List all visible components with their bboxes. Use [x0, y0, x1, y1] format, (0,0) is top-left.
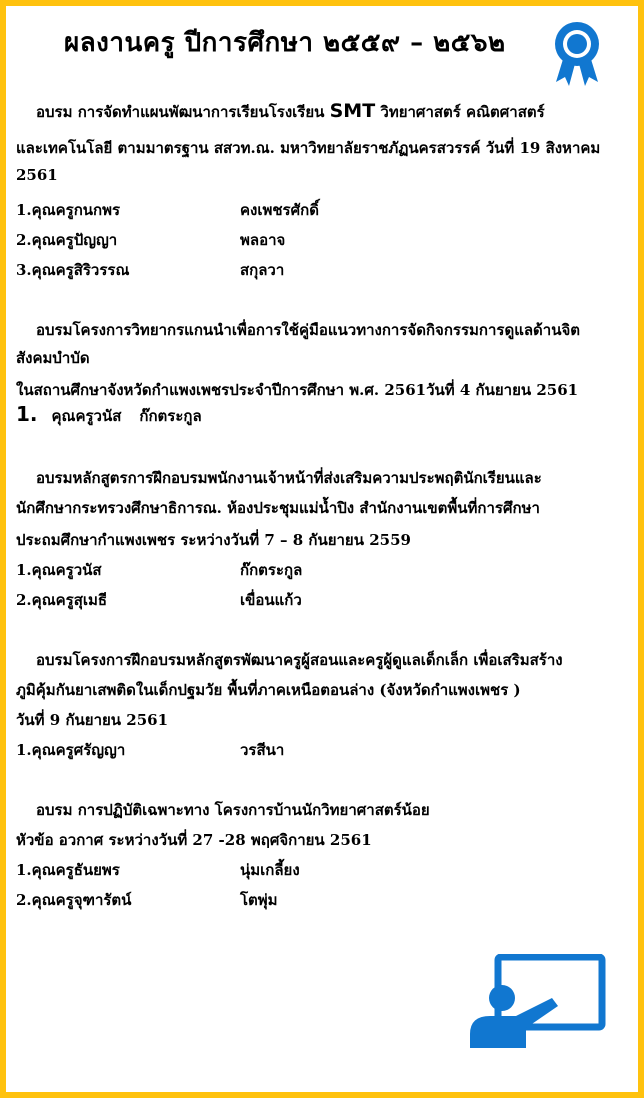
- teacher-row: 1.คุณครูวนัส ก๊กตระกูล: [16, 561, 303, 579]
- section-1-line-2: และเทคโนโลยี ตามมาตรฐาน สสวท.ณ. มหาวิทยาลัยราชภัฏนครสวรรค์ วันที่ 19 สิงหาคม: [16, 139, 601, 157]
- section-2-line-1: อบรมโครงการวิทยากรแกนนำเพื่อการใช้คู่มือแนวทางการจัดกิจกรรมการดูแลด้านจิต: [36, 321, 581, 339]
- section-4-line-1: อบรมโครงการฝึกอบรมหลักสูตรพัฒนาครูผู้สอนและครูผู้ดูแลเด็กเล็ก เพื่อเสริมสร้าง: [36, 651, 563, 669]
- section-1-line-3: 2561: [16, 166, 58, 184]
- teacher-presentation-icon: [468, 954, 608, 1050]
- teacher-row: 2.คุณครูจุฑารัตน์ โตพุ่ม: [16, 891, 278, 909]
- section-4-line-3: วันที่ 9 กันยายน 2561: [16, 711, 169, 729]
- smt-brand-text: SMT: [329, 100, 376, 122]
- section-3-line-3: ประถมศึกษากำแพงเพชร ระหว่างวันที่ 7 – 8 กันยายน 2559: [16, 531, 411, 549]
- section-1-line-1: อบรม การจัดทำแผนพัฒนาการเรียนโรงเรียน SMT วิทยาศาสตร์ คณิตศาสตร์: [36, 100, 545, 122]
- page-title: ผลงานครู ปีการศึกษา ๒๕๕๙ – ๒๕๖๒: [64, 28, 506, 58]
- section-5-line-1: อบรม การปฏิบัติเฉพาะทาง โครงการบ้านนักวิทยาศาสตร์น้อย: [36, 801, 430, 819]
- teacher-row: 1.คุณครูกนกพร คงเพชรศักดิ์: [16, 201, 319, 219]
- section-2-line-2: สังคมบำบัด: [16, 349, 90, 367]
- teacher-row: 1.คุณครูธันยพร นุ่มเกลี้ยง: [16, 861, 300, 879]
- teacher-row: 3.คุณครูสิริวรรณ สกุลวา: [16, 261, 285, 279]
- teacher-row: 1. คุณครูวนัส ก๊กตระกูล: [16, 402, 202, 426]
- section-3-line-1: อบรมหลักสูตรการฝึกอบรมพนักงานเจ้าหน้าที่ส่งเสริมความประพฤตินักเรียนและ: [36, 469, 542, 487]
- award-ribbon-icon: [550, 20, 604, 88]
- section-5-line-2: หัวข้อ อวกาศ ระหว่างวันที่ 27 -28 พฤศจิกายน 2561: [16, 831, 372, 849]
- teacher-row: 2.คุณครูปัญญา พลอาจ: [16, 231, 286, 249]
- teacher-row: 2.คุณครูสุเมธี เขื่อนแก้ว: [16, 591, 302, 609]
- teacher-row: 1.คุณครูศรัญญา วรสีนา: [16, 741, 285, 759]
- section-3-line-2: นักศึกษากระทรวงศึกษาธิการณ. ห้องประชุมแม่น้ำปิง สำนักงานเขตพื้นที่การศึกษา: [16, 499, 540, 517]
- section-4-line-2: ภูมิคุ้มกันยาเสพติดในเด็กปฐมวัย พื้นที่ภาคเหนือตอนล่าง (จังหวัดกำแพงเพชร ): [16, 681, 521, 699]
- section-2-line-3: ในสถานศึกษาจังหวัดกำแพงเพชรประจำปีการศึกษา พ.ศ. 2561วันที่ 4 กันยายน 2561: [16, 381, 579, 399]
